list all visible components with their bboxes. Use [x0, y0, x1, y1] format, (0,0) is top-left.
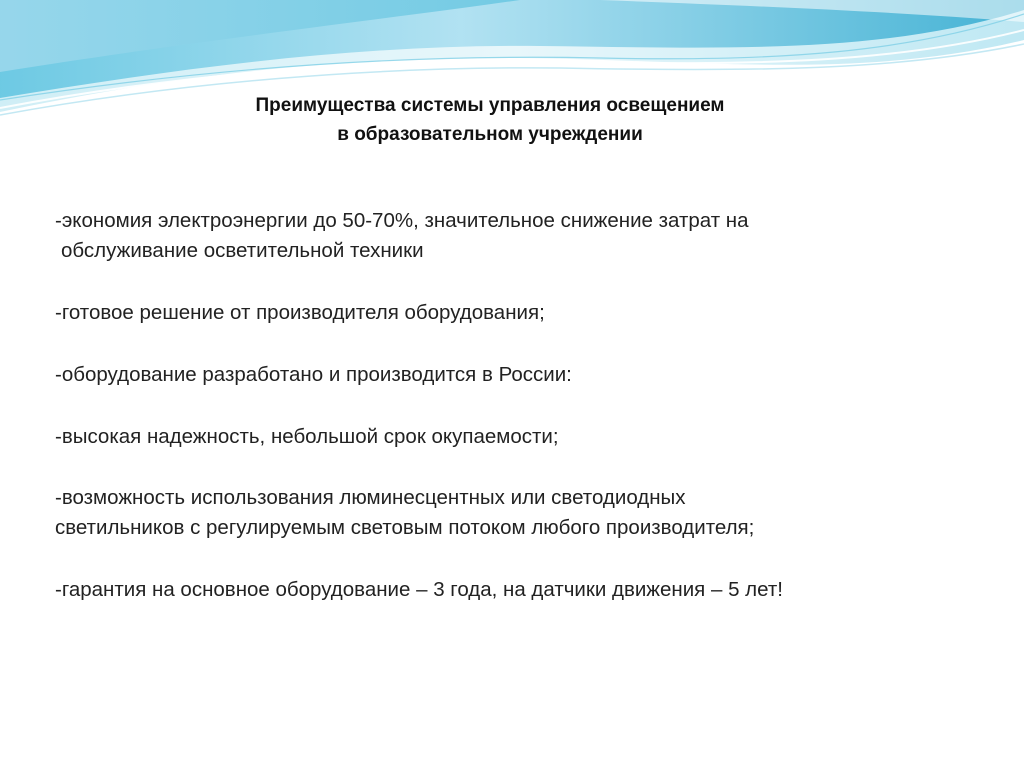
bullet-item-warranty — [55, 575, 783, 605]
bullet-item-ready-solution — [55, 298, 545, 328]
bullet-line: обслуживание осветительной техники — [61, 239, 424, 262]
bullet-line: -готовое решение от производителя оборудования; — [55, 301, 545, 324]
title-line: Преимущества системы управления освещением — [255, 95, 725, 116]
bullet-line: -возможность использования люминесцентных или светодиодных — [55, 486, 686, 509]
bullet-line: -гарантия на основное оборудование – 3 года, на датчики движения – 5 лет! — [55, 578, 783, 601]
slide-title — [140, 91, 840, 149]
bullet-item-made-in-russia — [55, 360, 572, 390]
bullet-line: светильников с регулируемым световым потоком любого производителя; — [55, 516, 755, 539]
bullet-line: -оборудование разработано и производится в России: — [55, 363, 572, 386]
bullet-item-reliability — [55, 422, 559, 452]
bullet-item-energy-savings — [55, 206, 749, 266]
bullet-line: -экономия электроэнергии до 50-70%, значительное снижение затрат на — [55, 209, 749, 232]
bullet-item-luminaires — [55, 483, 754, 543]
bullet-line: -высокая надежность, небольшой срок окупаемости; — [55, 425, 559, 448]
title-line: в образовательном учреждении — [337, 124, 643, 145]
